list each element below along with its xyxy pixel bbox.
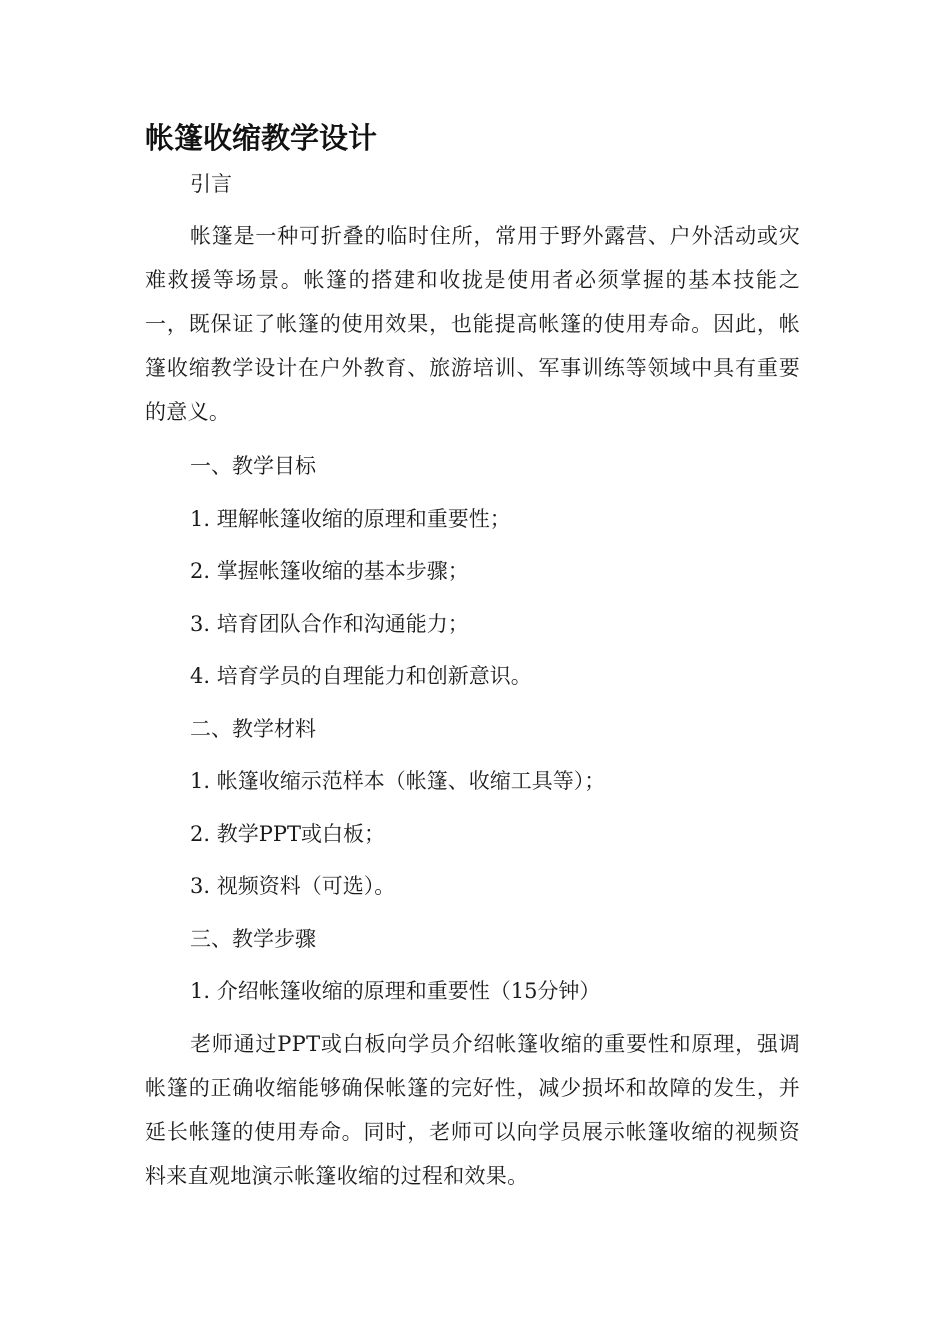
intro-heading: 引言 xyxy=(190,172,232,196)
list-item: 2. 教学PPT或白板； xyxy=(190,822,385,846)
document-title: 帐篷收缩教学设计 xyxy=(145,121,378,155)
intro-paragraph: 帐篷是一种可折叠的临时住所，常用于野外露营、户外活动或灾难救援等场景。帐篷的搭建和收拢是使用者必须掌握的基本技能之一，既保证了帐篷的使用效果，也能提高帐篷的使用寿命。因此，帐篷收缩教学设计在户外教育、旅游培训、军事训练等领域中具有重要的意义。 xyxy=(145,224,800,424)
section3-heading: 三、教学步骤 xyxy=(190,927,316,951)
step1-paragraph: 老师通过PPT或白板向学员介绍帐篷收缩的重要性和原理，强调帐篷的正确收缩能够确保帐篷的完好性，减少损坏和故障的发生，并延长帐篷的使用寿命。同时，老师可以向学员展示帐篷收缩的视频资料来直观地演示帐篷收缩的过程和效果。 xyxy=(145,1032,800,1188)
section2-heading: 二、教学材料 xyxy=(190,717,316,741)
list-item: 3. 培育团队合作和沟通能力； xyxy=(190,612,469,636)
list-item: 1. 帐篷收缩示范样本（帐篷、收缩工具等）； xyxy=(190,769,606,793)
section1-heading: 一、教学目标 xyxy=(190,454,316,478)
list-item: 1. 理解帐篷收缩的原理和重要性； xyxy=(190,507,511,531)
list-item: 2. 掌握帐篷收缩的基本步骤； xyxy=(190,559,469,583)
step1-heading: 1. 介绍帐篷收缩的原理和重要性（15分钟） xyxy=(190,979,601,1003)
list-item: 4. 培育学员的自理能力和创新意识。 xyxy=(190,664,532,688)
list-item: 3. 视频资料（可选）。 xyxy=(190,874,396,898)
